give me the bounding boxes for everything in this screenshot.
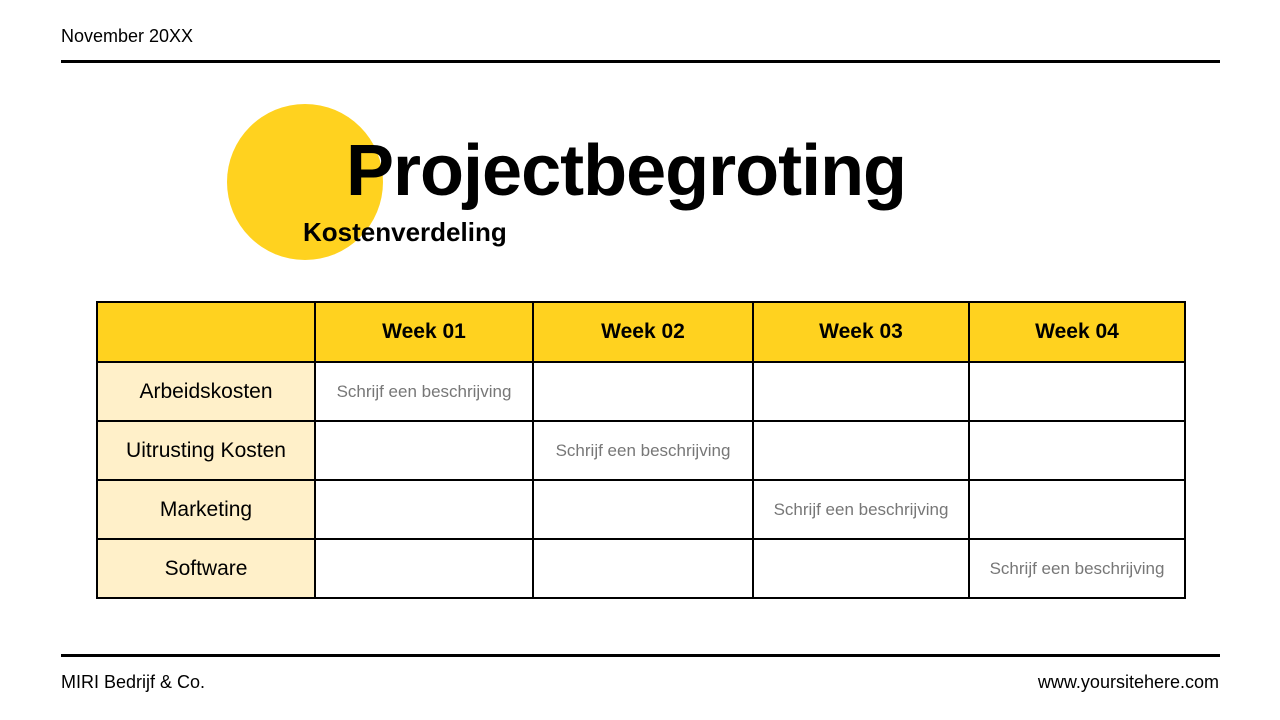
table-cell[interactable] bbox=[753, 421, 969, 480]
row-header-uitrusting-kosten: Uitrusting Kosten bbox=[97, 421, 315, 480]
table-cell[interactable] bbox=[753, 539, 969, 598]
column-header-week-04: Week 04 bbox=[969, 302, 1185, 362]
table-row bbox=[97, 421, 1185, 480]
table-row bbox=[97, 362, 1185, 421]
page-title: Projectbegroting bbox=[346, 131, 907, 211]
table-cell[interactable]: Schrijf een beschrijving bbox=[315, 362, 533, 421]
header-date: November 20XX bbox=[61, 26, 194, 46]
table-cell[interactable] bbox=[315, 539, 533, 598]
table-row bbox=[97, 539, 1185, 598]
table-cell[interactable] bbox=[533, 539, 753, 598]
table-cell[interactable] bbox=[315, 480, 533, 539]
table-cell[interactable] bbox=[533, 362, 753, 421]
footer-website-link[interactable]: www.yoursitehere.com bbox=[1037, 672, 1219, 692]
row-header-marketing: Marketing bbox=[97, 480, 315, 539]
row-header-software: Software bbox=[97, 539, 315, 598]
page-subtitle: Kostenverdeling bbox=[303, 217, 507, 247]
table-corner-cell bbox=[97, 302, 315, 362]
header-divider bbox=[61, 60, 1220, 63]
footer-company: MIRI Bedrijf & Co. bbox=[61, 672, 206, 692]
footer-divider bbox=[61, 654, 1220, 657]
table-cell[interactable] bbox=[969, 421, 1185, 480]
table-cell[interactable]: Schrijf een beschrijving bbox=[533, 421, 753, 480]
table-cell[interactable] bbox=[969, 362, 1185, 421]
row-header-arbeidskosten: Arbeidskosten bbox=[97, 362, 315, 421]
table-cell[interactable]: Schrijf een beschrijving bbox=[753, 480, 969, 539]
column-header-week-01: Week 01 bbox=[315, 302, 533, 362]
table-header-row bbox=[97, 302, 1185, 362]
table-row bbox=[97, 480, 1185, 539]
table-cell[interactable] bbox=[969, 480, 1185, 539]
table-cell[interactable]: Schrijf een beschrijving bbox=[969, 539, 1185, 598]
table-cell[interactable] bbox=[315, 421, 533, 480]
table-cell[interactable] bbox=[533, 480, 753, 539]
table-cell[interactable] bbox=[753, 362, 969, 421]
column-header-week-03: Week 03 bbox=[753, 302, 969, 362]
column-header-week-02: Week 02 bbox=[533, 302, 753, 362]
budget-table bbox=[96, 301, 1186, 599]
